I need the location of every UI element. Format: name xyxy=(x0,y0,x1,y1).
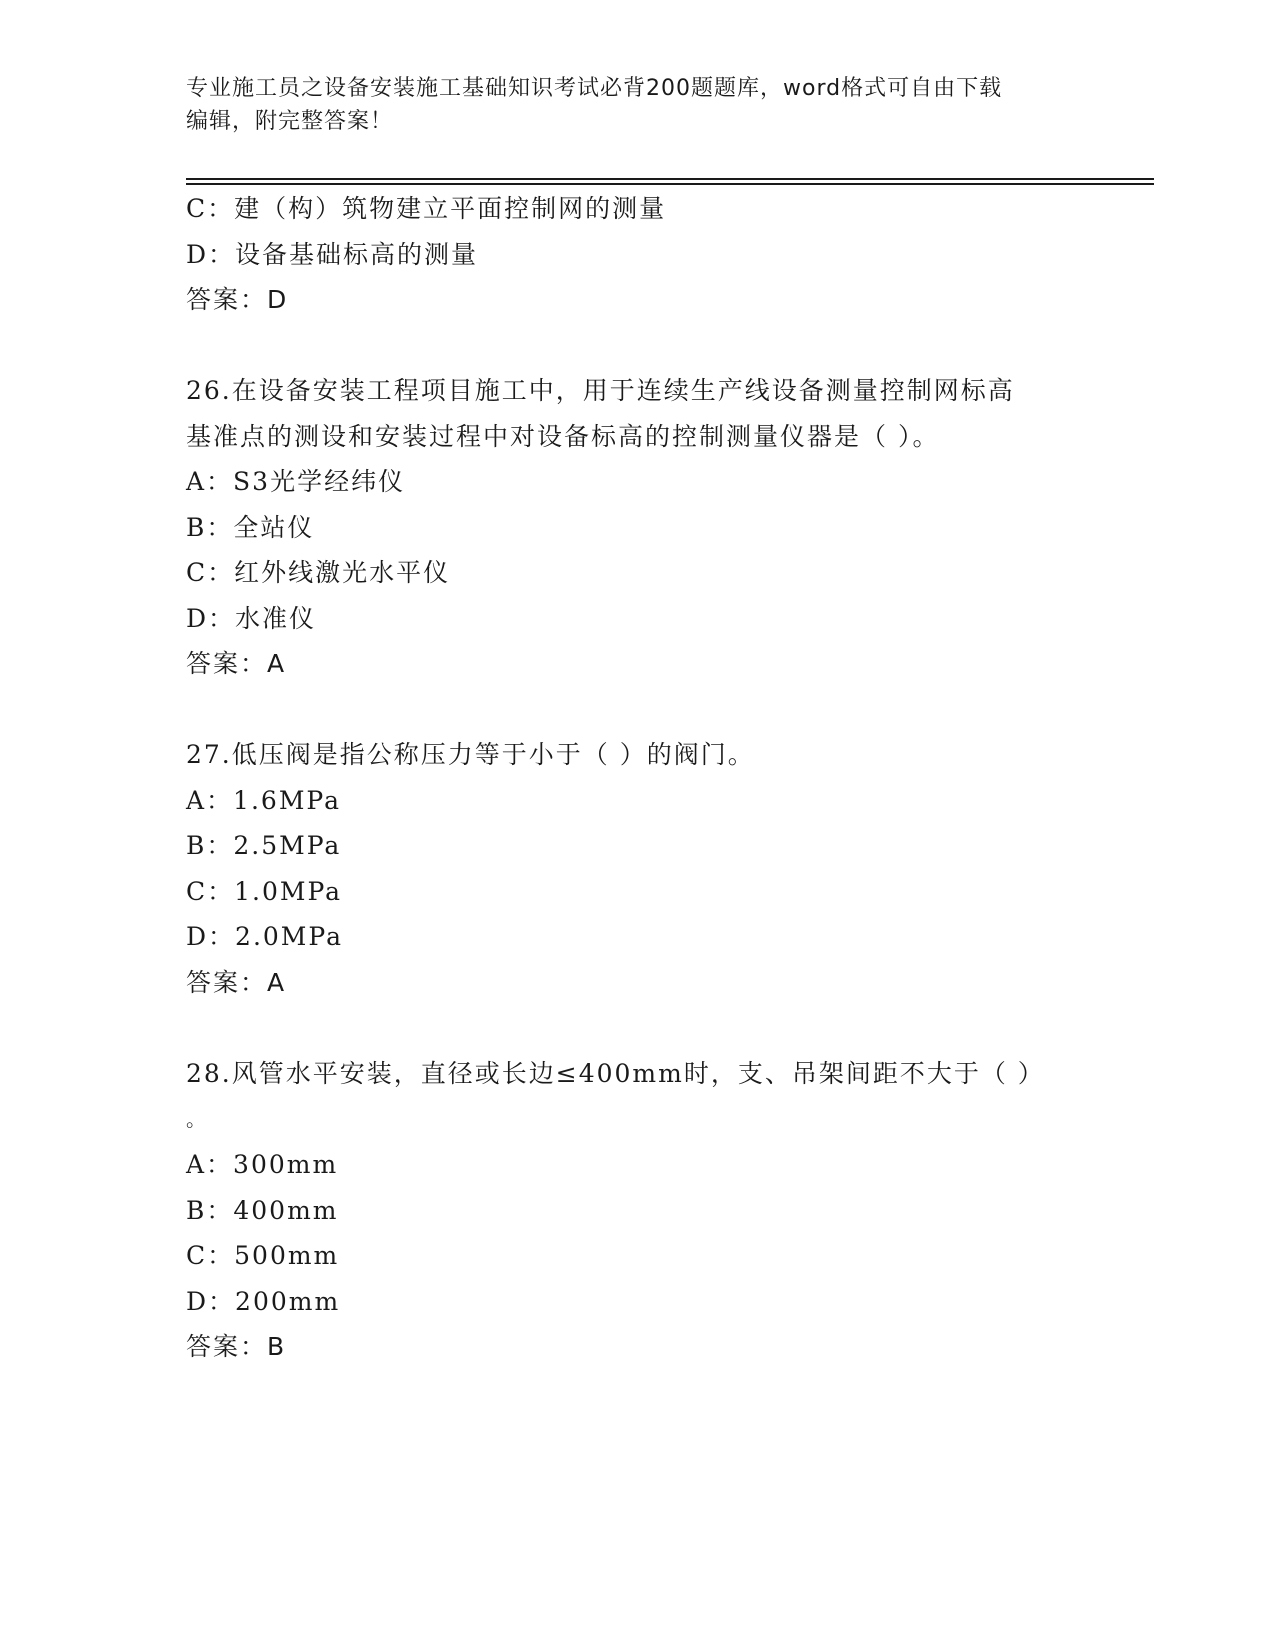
q25-answer: 答案：D xyxy=(186,285,289,314)
question-28 xyxy=(186,1051,1086,1370)
q28-answer: 答案：B xyxy=(186,1332,287,1361)
q26-option-c: C：红外线激光水平仪 xyxy=(186,558,451,587)
q25-option-c: C：建（构）筑物建立平面控制网的测量 xyxy=(186,194,667,223)
q28-option-c: C：500mm xyxy=(186,1241,340,1270)
header-title-line-1: 专业施工员之设备安装施工基础知识考试必背200题题库，word格式可自由下载 xyxy=(186,76,1003,101)
q28-stem-line-2: 。 xyxy=(186,1107,208,1131)
q27-option-c: C：1.0MPa xyxy=(186,876,343,906)
q28-option-a: A：300mm xyxy=(186,1150,339,1179)
q27-option-a: A：1.6MPa xyxy=(186,785,342,815)
question-26 xyxy=(186,368,1086,687)
q28-stem-line-1: 28.风管水平安装，直径或长边≤400mm时，支、吊架间距不大于（ ） xyxy=(186,1058,1045,1088)
header-divider-top xyxy=(186,178,1154,180)
q25-option-d: D：设备基础标高的测量 xyxy=(186,239,479,269)
header-divider-bottom xyxy=(186,183,1154,185)
q26-stem-line-1: 26.在设备安装工程项目施工中，用于连续生产线设备测量控制网标高 xyxy=(186,376,1015,405)
q27-answer: 答案：A xyxy=(186,967,287,997)
q26-stem-line-2: 基准点的测设和安装过程中对设备标高的控制测量仪器是（ ）。 xyxy=(186,421,940,451)
question-27 xyxy=(186,732,1086,1005)
q27-option-b: B：2.5MPa xyxy=(186,831,342,860)
q27-option-d: D：2.0MPa xyxy=(186,922,344,951)
q26-option-b: B：全站仪 xyxy=(186,512,315,542)
q26-option-a: A：S3光学经纬仪 xyxy=(186,467,406,496)
spacer xyxy=(186,323,1086,369)
q26-option-d: D：水准仪 xyxy=(186,603,317,633)
q26-answer: 答案：A xyxy=(186,649,287,678)
q28-option-b: B：400mm xyxy=(186,1195,339,1225)
q28-option-d: D：200mm xyxy=(186,1286,341,1316)
header-title-line-2: 编辑，附完整答案！ xyxy=(186,109,394,134)
document-header xyxy=(186,72,1086,138)
spacer xyxy=(186,1005,1086,1051)
q27-stem: 27.低压阀是指公称压力等于小于（ ）的阀门。 xyxy=(186,740,755,769)
question-list xyxy=(186,186,1086,1370)
spacer xyxy=(186,687,1086,733)
question-25 xyxy=(186,186,1086,323)
